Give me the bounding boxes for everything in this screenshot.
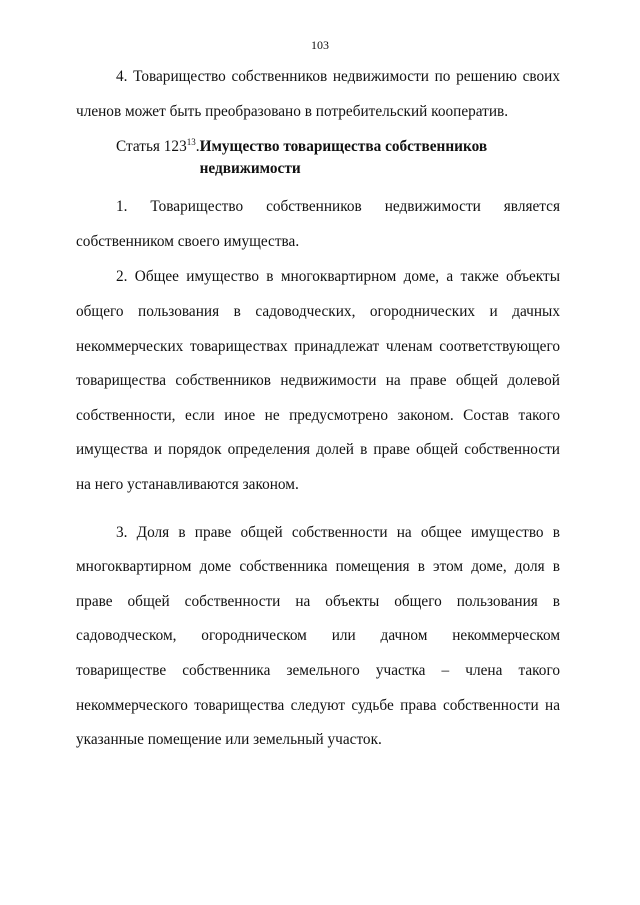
document-body xyxy=(76,60,560,758)
article-suffix: . xyxy=(195,138,200,156)
article-number xyxy=(116,136,200,180)
article-heading xyxy=(76,136,560,180)
paragraph-2: 2. Общее имущество в многоквартирном доме, а также объекты общего пользования в садоводческих, огороднических и дачных некоммерческих товариществах принадлежат членам соответствующего товарищества собственников недвижимости на праве общей долевой собственности, если иное не предусмотрено законом. Состав такого имущества и порядок определения долей в праве общей собственности на него устанавливаются законом. xyxy=(76,268,560,493)
article-superscript: 13 xyxy=(186,137,196,148)
paragraph-3: 3. Доля в праве общей собственности на общее имущество в многоквартирном доме собственника помещения в этом доме, доля в праве общей собственности на объекты общего пользования в садоводческом, огородническом или дачном некоммерческом товариществе собственника земельного участка – члена такого некоммерческого товарищества следуют судьбе права собственности на указанные помещение или земельный участок. xyxy=(76,523,560,749)
article-title: Имущество товарищества собственников недвижимости xyxy=(199,138,488,178)
paragraph-4: 4. Товарищество собственников недвижимости по решению своих членов может быть преобразовано в потребительский кооператив. xyxy=(76,68,560,120)
paragraph-1: 1. Товарищество собственников недвижимости является собственником своего имущества. xyxy=(76,198,560,250)
page-number: 103 xyxy=(311,38,329,52)
article-prefix: Статья 123 xyxy=(116,138,187,156)
